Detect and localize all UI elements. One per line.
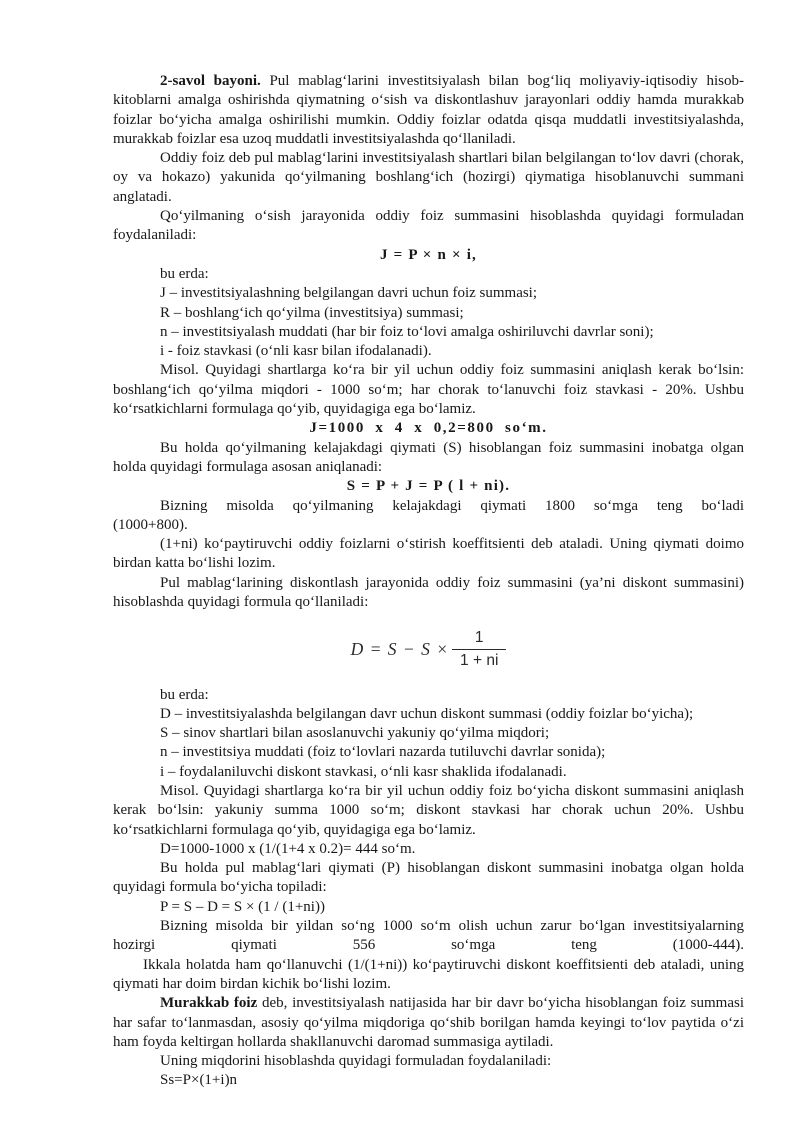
definition-line-j: J – investitsiyalashning belgilangan davri uchun foiz summasi; xyxy=(160,285,538,302)
formula-present-value: P = S – D = S × (1 / (1+ni)) xyxy=(160,898,325,915)
paragraph-example-1: Misol. Quyidagi shartlarga ko‘ra bir yil uchun oddiy foiz summasini aniqlash kerak bo‘lsin: boshlang‘ich qo‘yilma miqdori - 1000 so‘m; har chorak to‘lanuvchi foiz stavkasi - 20%. Ushbu ko‘rsatkichlarni formulaga qo‘yib, quyidagiga ega bo‘lamiz. xyxy=(113,362,744,418)
definition-line-n2: n – investitsiya muddati (foiz to‘lovlari nazarda tutiluvchi davrlar sonida); xyxy=(160,744,606,761)
formula-simple-interest: J = P × n × i, xyxy=(379,246,478,263)
paragraph-text: deb, investitsiyalash natijasida har bir davr bo‘yicha hisoblangan foiz summasi har safar to‘lanmasdan, asosiy qo‘yilma miqdoriga qo‘shib borilgan hamda keyingi to‘lov paytida o‘zi ham foyda keltirgan hollarda shakllanuvchi daromad summasiga aytiladi. xyxy=(113,995,744,1050)
paragraph-text: Pul mablag‘larini investitsiyalash bilan bog‘liq moliyaviy-iqtisodiy hisob-kitoblarni amalga oshirishda qiymatning o‘sish va diskontlashuv jarayonlari oddiy hamda murakkab foizlar bo‘yicha amalga oshirilishi mumkin. Oddiy foizlar odatda qisqa muddatli investitsiyalashda, murakkab foizlar esa uzoq muddatli investitsiyalashda qo‘llaniladi. xyxy=(113,73,744,147)
paragraph-example-1-conclusion-line-1: Bizning misolda qo‘yilmaning kelajakdagi qiymati 1800 so‘mga teng bo‘ladi xyxy=(160,497,744,514)
paragraph-intro xyxy=(113,72,744,149)
fraction-numerator: 1 xyxy=(474,629,484,647)
formula-compound-interest: Ss=P×(1+i)n xyxy=(160,1072,238,1089)
document-body xyxy=(113,72,744,1091)
formula-discount-fraction xyxy=(452,629,506,670)
formula-example-1-result: J=1000 x 4 x 0,2=800 so‘m. xyxy=(309,420,548,437)
paragraph-simple-interest-definition: Oddiy foiz deb pul mablag‘larini investitsiyalash shartlari bilan belgilangan to‘lov davri (chorak, oy va hokazo) yakunida qo‘yilmaning boshlang‘ich (hozirgi) qiymatiga hisoblanuvchi summani anglatadi. xyxy=(113,150,744,205)
definition-line-n: n – investitsiyalash muddati (har bir foiz to‘lovi amalga oshiriluvchi davrlar soni); xyxy=(160,323,654,340)
compound-interest-term: Murakkab foiz xyxy=(160,995,258,1012)
definition-line-r: R – boshlang‘ich qo‘yilma (investitsiya) summasi; xyxy=(160,304,464,321)
paragraph-discount-coefficient: Ikkala holatda ham qo‘llanuvchi (1/(1+ni)) ko‘paytiruvchi diskont koeffitsienti deb ataladi, uning qiymati har doim birdan kichik bo‘lishi lozim. xyxy=(113,956,744,992)
section-title: 2-savol bayoni. xyxy=(160,73,261,89)
definition-line-i: i - foiz stavkasi (o‘nli kasr bilan ifodalanadi). xyxy=(160,343,432,360)
paragraph-example-1-conclusion-line-2: (1000+800). xyxy=(113,516,188,533)
paragraph-compound-formula-intro: Uning miqdorini hisoblashda quyidagi formuladan foydalaniladi: xyxy=(160,1053,552,1070)
paragraph-example-2: Misol. Quyidagi shartlarga ko‘ra bir yil uchun oddiy foiz bo‘yicha diskont summasini aniqlash kerak bo‘lsin: yakuniy summa 1000 so‘m; diskont stavkasi har chorak uchun 20%. Ushbu ko‘rsatkichlarni formulaga qo‘yib, quyidagiga ega bo‘lamiz. xyxy=(113,782,744,838)
formula-discount-lhs: D = S − S × xyxy=(350,639,450,660)
formula-future-value: S = P + J = P ( l + ni). xyxy=(346,478,511,495)
paragraph-compound-interest-definition xyxy=(113,994,744,1052)
paragraph-example-2-conclusion-line-2: hozirgi qiymati 556 so‘mga teng (1000-444). xyxy=(113,937,744,954)
where-label-2: bu erda: xyxy=(160,686,209,703)
paragraph-discounting-intro: Pul mablag‘larining diskontlash jarayonida oddiy foiz summasini (ya’ni diskont summasini) hisoblashda quyidagi formula qo‘llaniladi: xyxy=(113,574,744,611)
formula-discount-display xyxy=(113,629,744,670)
definition-line-d: D – investitsiyalashda belgilangan davr uchun diskont summasi (oddiy foizlar bo‘yicha); xyxy=(160,705,694,722)
formula-example-2-result: D=1000-1000 x (1/(1+4 x 0.2)= 444 so‘m. xyxy=(160,840,416,857)
definition-line-s: S – sinov shartlari bilan asoslanuvchi yakuniy qo‘yilma miqdori; xyxy=(160,725,550,742)
definition-line-i2: i – foydalaniluvchi diskont stavkasi, o‘nli kasr shaklida ifodalanadi. xyxy=(160,763,567,780)
paragraph-present-value-intro: Bu holda pul mablag‘lari qiymati (P) hisoblangan diskont summasini inobatga olgan holda quyidagi formula bo‘yicha topiladi: xyxy=(113,860,744,896)
paragraph-growth-formula-intro: Qo‘yilmaning o‘sish jarayonida oddiy foiz summasini hisoblashda quyidagi formuladan foydalaniladi: xyxy=(113,208,744,244)
paragraph-example-2-conclusion-line-1: Bizning misolda bir yildan so‘ng 1000 so‘m olish uchun zarur bo‘lgan investitsiyalarning xyxy=(160,918,744,935)
where-label-1: bu erda: xyxy=(160,265,209,282)
paragraph-growth-coefficient: (1+ni) ko‘paytiruvchi oddiy foizlarni o‘stirish koeffitsienti deb ataladi. Uning qiymati doimo birdan katta bo‘lishi lozim. xyxy=(113,536,744,572)
fraction-denominator: 1 + ni xyxy=(452,649,506,671)
paragraph-future-value-intro: Bu holda qo‘yilmaning kelajakdagi qiymati (S) hisoblangan foiz summasini inobatga olgan holda quyidagi formulaga asosan aniqlanadi: xyxy=(113,439,744,475)
